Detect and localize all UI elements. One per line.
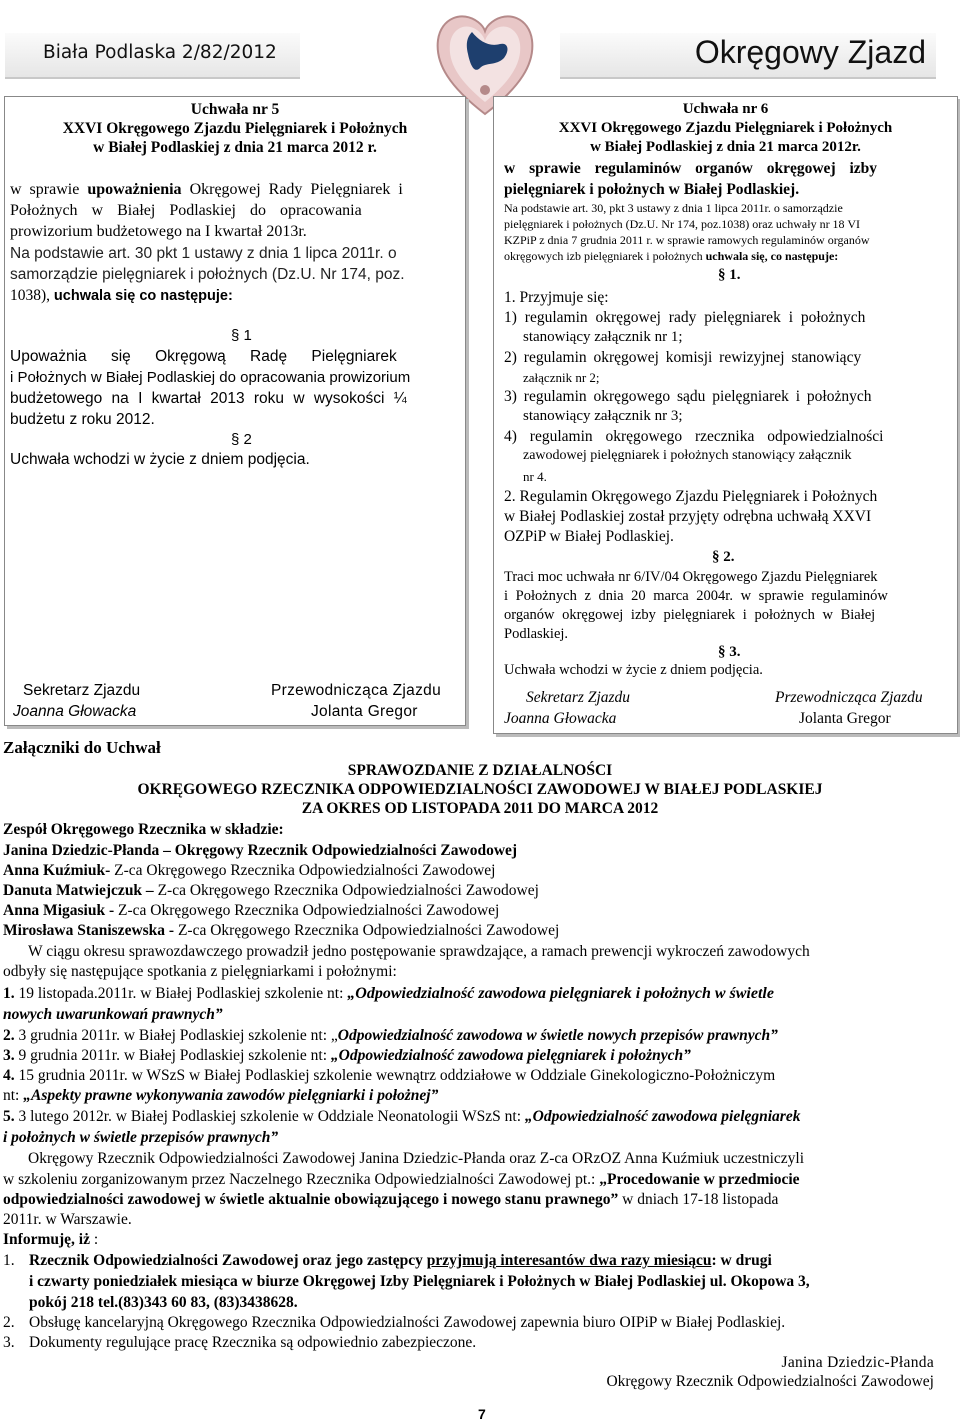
adopt-item-1-cont: stanowiący załącznik nr 1; [523, 329, 683, 345]
inform-1-line1 [29, 1252, 772, 1270]
training-line2 [3, 1171, 800, 1189]
resolution-6-title: Uchwała nr 6 [682, 101, 769, 117]
event-1-cont: nowych uwarunkowań prawnych” [3, 1006, 223, 1023]
page-number: 7 [478, 1406, 486, 1422]
resolution-6-subject-line1: w sprawie regulaminów organów okręgowej izby [504, 160, 878, 177]
inform-2: Obsługę kancelaryjną Okręgowego Rzecznika Odpowiedzialności Zawodowej zapewnia biuro OIPiP w Białej Podlaskiej. [29, 1314, 786, 1331]
text: Informuję, iż [3, 1231, 90, 1248]
secretary-name: Joanna Głowacka [13, 703, 137, 720]
resolution-5-subject-line1 [10, 181, 403, 199]
repeal-line2: i Położnych z dnia 20 marca 2004r. w sprawie regulaminów [504, 588, 888, 604]
inform-1-number: 1. [3, 1252, 15, 1269]
text: : w drugi [711, 1252, 772, 1269]
text: Okręgowej Rady Pielęgniarek i [181, 181, 403, 198]
resolution-5-body-line1: Upoważnia się Okręgową Radę Pielęgniarek [10, 348, 397, 365]
adopt-item-1: 1) regulamin okręgowej rady pielęgniarek i położnych [504, 309, 866, 326]
text: nt: [3, 1087, 24, 1104]
team-member-3 [3, 882, 539, 900]
team-heading: Zespół Okręgowego Rzecznika w składzie: [3, 821, 284, 838]
item-2-line1: 2. Regulamin Okręgowego Zjazdu Pielęgniarek i Położnych [504, 488, 878, 505]
text: uchwala się co następuje: [53, 288, 233, 304]
text: 15 grudnia 2011r. w WSzS w Białej Podlaskiej szkolenie wewnątrz oddziałowe w Oddziale Ginekologiczno-Położniczym [14, 1067, 776, 1084]
resolution-6-basis-line4 [504, 249, 838, 264]
text: Odpowiedzialność zawodowa w świetle nowych przepisów prawnych” [337, 1027, 778, 1044]
text: Rzecznik Odpowiedzialności Zawodowej oraz jego zastępcy [29, 1252, 427, 1269]
chairwoman-role: Przewodnicząca Zjazdu [271, 682, 441, 699]
resolution-6-subject-line2: pielęgniarek i położnych w Białej Podlaskiej. [504, 181, 800, 198]
resolution-6-basis-line3: KZPiP z dnia 7 grudnia 2011 r. w sprawie ramowych regulaminów organów [504, 233, 870, 247]
inform-1-line2: i czwarty poniedziałek miesiąca w biurze Okręgowej Izby Pielęgniarek i Położnych w Białej Podlaskiej ul. Okopowa 3, [29, 1273, 810, 1290]
team-member-5 [3, 922, 559, 940]
event-5 [3, 1108, 800, 1126]
text: Danuta Matwiejczuk – [3, 882, 154, 899]
text: 2. [3, 1027, 15, 1044]
adopt-item-3-cont: stanowiący załącznik nr 3; [523, 408, 683, 424]
resolution-5-title: Uchwała nr 5 [190, 101, 280, 118]
report-title-line2: OKRĘGOWEGO RZECZNIKA ODPOWIEDZIALNOŚCI ZAWODOWEJ W BIAŁEJ PODLASKIEJ [137, 781, 823, 798]
text: 3 grudnia 2011r. w Białej Podlaskiej szkolenie nt: „ [14, 1027, 338, 1044]
resolution-5-effective: Uchwała wchodzi w życie z dniem podjęcia. [10, 451, 310, 468]
team-member-1: Janina Dziedzic-Płanda – Okręgowy Rzecznik Odpowiedzialności Zawodowej [3, 842, 518, 859]
inform-1-line3: pokój 218 tel.(83)343 60 83, (83)3438628. [29, 1294, 298, 1311]
resolution-5-basis-line3 [10, 287, 233, 305]
adopt-intro: 1. Przyjmuje się: [504, 289, 609, 306]
secretary-role: Sekretarz Zjazdu [526, 689, 631, 706]
text: w szkoleniu zorganizowanym przez Naczelnego Rzecznika Odpowiedzialności Zawodowej pt.: [3, 1171, 600, 1188]
resolution-6-effective: Uchwała wchodzi w życie z dniem podjęcia. [504, 662, 763, 678]
event-4-cont [3, 1087, 438, 1105]
text: 1038), [10, 287, 54, 304]
text: „Odpowiedzialność zawodowa pielęgniarek i położnych” [330, 1047, 691, 1064]
adopt-item-4-cont: zawodowej pielęgniarek i położnych stanowiący załącznik [523, 448, 852, 463]
text: Z-ca Okręgowego Rzecznika Odpowiedzialności Zawodowej [174, 922, 560, 939]
adopt-item-4: 4) regulamin okręgowego rzecznika odpowiedzialności [504, 428, 884, 445]
text: „Aspekty prawne wykonywania zawodów pielęgniarki i położnej” [23, 1087, 439, 1104]
text: odpowiedzialności zawodowej w świetle aktualnie obowiązującego i nowego stanu prawnego” [3, 1191, 619, 1208]
text: w dniach 17-18 listopada [618, 1191, 779, 1208]
secretary-name: Joanna Głowacka [504, 710, 617, 727]
event-3 [3, 1047, 691, 1065]
resolution-6-paragraph-1: § 1. [718, 267, 741, 283]
text: 9 grudnia 2011r. w Białej Podlaskiej szkolenie nt: [14, 1047, 331, 1064]
adopt-item-4-end: nr 4. [523, 469, 547, 484]
header-issue-title: Biała Podlaska 2/82/2012 [43, 42, 277, 63]
inform-2-number: 2. [3, 1314, 15, 1331]
resolution-5-body-line2: i Położnych w Białej Podlaskiej do opracowania prowizorium [10, 369, 411, 386]
text: Z-ca Okręgowego Rzecznika Odpowiedzialności Zawodowej [110, 862, 496, 879]
adopt-item-2-cont: załącznik nr 2; [523, 370, 600, 385]
text: okręgowych izb pielęgniarek i położnych [504, 249, 706, 263]
training-line4: 2011r. w Warszawie. [3, 1211, 132, 1228]
text: „Odpowiedzialność zawodowa pielęgniarek i położnych w świetle [347, 985, 774, 1002]
text: 3. [3, 1047, 15, 1064]
signature-name: Janina Dziedzic-Płanda [781, 1354, 934, 1371]
training-line1: Okręgowy Rzecznik Odpowiedzialności Zawodowej Janina Dziedzic-Płanda oraz Z-ca ORzOZ Anna Kuźmiuk uczestniczyli [28, 1150, 805, 1167]
text: 19 listopada.2011r. w Białej Podlaskiej szkolenie nt: [14, 985, 348, 1002]
text: przyjmują interesantów dwa razy miesiącu [426, 1252, 712, 1269]
paragraph-1-heading: § 1 [231, 327, 252, 344]
text: Mirosława Staniszewska - [3, 922, 175, 939]
resolution-6-box [493, 96, 958, 734]
event-5-cont: i położnych w świetle przepisów prawnych” [3, 1129, 279, 1146]
text: 3 lutego 2012r. w Białej Podlaskiej szkolenie w Oddziale Neonatologii WSzS nt: [14, 1108, 525, 1125]
adopt-item-3: 3) regulamin okręgowego sądu pielęgniarek i położnych [504, 388, 872, 405]
text: Z-ca Okręgowego Rzecznika Odpowiedzialności Zawodowej [153, 882, 539, 899]
event-1 [3, 985, 774, 1003]
resolution-5-box [4, 96, 466, 726]
text: 5. [3, 1108, 15, 1125]
text: : [89, 1231, 99, 1248]
inform-3-number: 3. [3, 1334, 15, 1351]
attachments-heading: Załączniki do Uchwał [3, 738, 161, 757]
text: 1. [3, 985, 15, 1002]
resolution-5-body-line3: budżetowego na I kwartał 2013 roku w wysokości ¼ [10, 390, 407, 407]
team-member-4 [3, 902, 499, 920]
report-period: ZA OKRES OD LISTOPADA 2011 DO MARCA 2012 [301, 800, 659, 817]
text: „Procedowanie w przedmiocie [599, 1171, 800, 1188]
text: „Odpowiedzialność zawodowa pielęgniarek [524, 1108, 801, 1125]
chairwoman-name: Jolanta Gregor [799, 710, 891, 727]
intro-line1: W ciągu okresu sprawozdawczego prowadził jedno postępowanie sprawdzające, a ramach prewencji wykroczeń zawodowych [28, 943, 810, 960]
team-member-2 [3, 862, 495, 880]
header-left-banner [5, 33, 300, 79]
signature-role: Okręgowy Rzecznik Odpowiedzialności Zawodowej [606, 1373, 934, 1390]
repeal-line3: organów okręgowej izby pielęgniarek i położnych w Białej [504, 607, 876, 623]
event-2 [3, 1027, 778, 1045]
paragraph-2-heading: § 2 [231, 431, 252, 448]
intro-line2: odbyły się następujące spotkania z pielęgniarkami i położnymi: [3, 963, 397, 980]
inform-3: Dokumenty regulujące pracę Rzecznika są odpowiednio zabezpieczone. [29, 1334, 477, 1351]
item-2-line3: OZPiP w Białej Podlaskiej. [504, 528, 674, 545]
report-title: SPRAWOZDANIE Z DZIAŁALNOŚCI [347, 762, 613, 779]
resolution-5-date: w Białej Podlaskiej z dnia 21 marca 2012 r. [93, 139, 377, 156]
repeal-line4: Podlaskiej. [504, 626, 569, 642]
resolution-6-basis-line1: Na podstawie art. 30, pkt 3 ustawy z dnia 1 lipca 2011r. o samorządzie [504, 201, 843, 215]
resolution-5-basis-line2: samorządzie pielęgniarek i położnych (Dz.U. Nr 174, poz. [10, 266, 405, 283]
text: Z-ca Okręgowego Rzecznika Odpowiedzialności Zawodowej [114, 902, 500, 919]
repeal-line1: Traci moc uchwała nr 6/IV/04 Okręgowego Zjazdu Pielęgniarek [504, 569, 878, 585]
event-4 [3, 1067, 775, 1085]
text: Anna Kuźmiuk- [3, 862, 111, 879]
resolution-5-subject-line2: Położnych w Białej Podlaskiej do opracowania [10, 202, 362, 219]
item-2-line2: w Białej Podlaskiej został przyjęty odrębna uchwałą XXVI [504, 508, 872, 525]
resolution-6-paragraph-3: § 3. [718, 644, 741, 660]
header-section-title: Okręgowy Zjazd [694, 34, 926, 70]
resolution-6-paragraph-2: § 2. [712, 549, 735, 565]
resolution-6-congress: XXVI Okręgowego Zjazdu Pielęgniarek i Położnych [558, 120, 893, 136]
secretary-role: Sekretarz Zjazdu [23, 682, 141, 699]
text: 4. [3, 1067, 15, 1084]
adopt-item-2: 2) regulamin okręgowej komisji rewizyjnej stanowiący [504, 349, 862, 366]
inform-heading [3, 1231, 98, 1249]
resolution-6-date: w Białej Podlaskiej z dnia 21 marca 2012r. [590, 139, 861, 155]
resolution-5-basis-line1: Na podstawie art. 30 pkt 1 ustawy z dnia 1 lipca 2011r. o [10, 245, 397, 262]
text: w sprawie [10, 181, 88, 198]
text: upoważnienia [87, 181, 182, 198]
text: Anna Migasiuk - [3, 902, 115, 919]
header-right-banner [560, 33, 936, 79]
resolution-5-congress: XXVI Okręgowego Zjazdu Pielęgniarek i Położnych [62, 120, 408, 137]
training-line3 [3, 1191, 778, 1209]
chairwoman-name: Jolanta Gregor [311, 703, 418, 720]
resolution-5-subject-line3: prowizorium budżetowego na I kwartał 2013r. [10, 223, 307, 240]
chairwoman-role: Przewodnicząca Zjazdu [775, 689, 923, 706]
text: uchwala się, co następuje: [705, 249, 839, 263]
resolution-5-body-line4: budżetu z roku 2012. [10, 411, 155, 428]
resolution-6-basis-line2: pielęgniarek i położnych (Dz.U. Nr 174, poz.1038) oraz uchwały nr 18 VI [504, 217, 861, 231]
